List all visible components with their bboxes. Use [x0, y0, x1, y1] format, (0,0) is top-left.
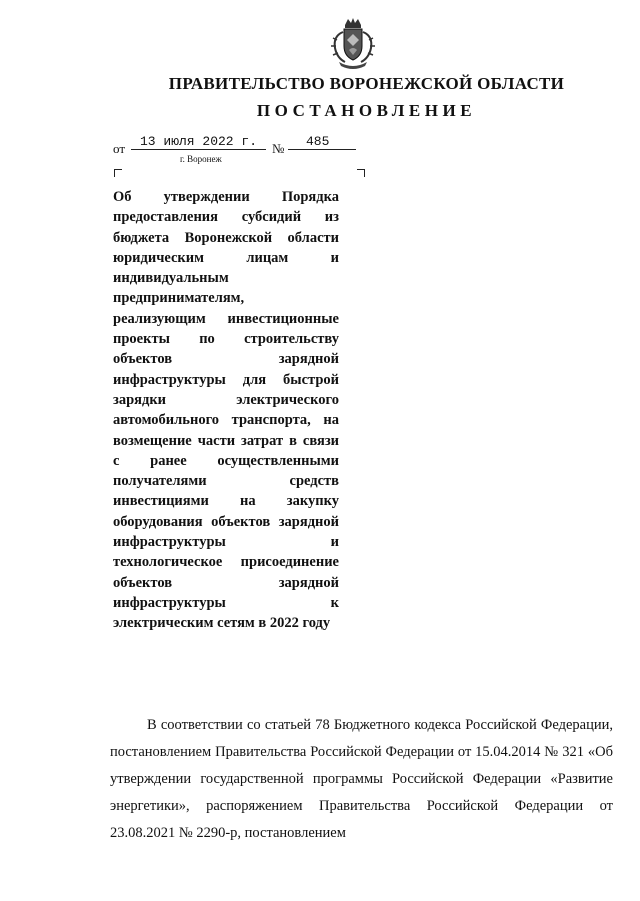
number-prefix: №	[272, 141, 285, 156]
corner-mark-left	[114, 169, 122, 177]
date-prefix: от	[113, 141, 126, 156]
corner-mark-right	[357, 169, 365, 177]
government-title: ПРАВИТЕЛЬСТВО ВОРОНЕЖСКОЙ ОБЛАСТИ	[168, 74, 565, 93]
document-number: 485	[288, 134, 356, 150]
document-subject: Об утверждении Порядка предоставления субсидий из бюджета Воронежской области юридическим лицам и индивидуальным предпринимателям, реализующим инвестиционные проекты по строительству объектов зарядной инфраструктуры для быстрой зарядки электрического автомобильного транспорта, на возмещение части затрат в связи с ранее осуществленными получателями средств инвестициями на закупку оборудования объектов зарядной инфраструктуры и технологическое присоединение объектов зарядной инфраструктуры к электрическим сетям в 2022 году	[113, 189, 339, 632]
document-date: 13 июля 2022 г.	[131, 134, 266, 150]
body-paragraph: В соответствии со статьей 78 Бюджетного кодекса Российской Федерации, постановлением Правительства Российской Федерации от 15.04.2014 № 321 «Об утверждении государственной программы Российской Федерации «Развитие энергетики», распоряжением Правительства Российской Федерации от 23.08.2021 № 2290-р, постановлением	[110, 717, 613, 841]
document-type: ПОСТАНОВЛЕНИЕ	[256, 101, 477, 120]
city-label: г. Воронеж	[180, 154, 222, 164]
coat-of-arms-icon	[329, 16, 377, 70]
